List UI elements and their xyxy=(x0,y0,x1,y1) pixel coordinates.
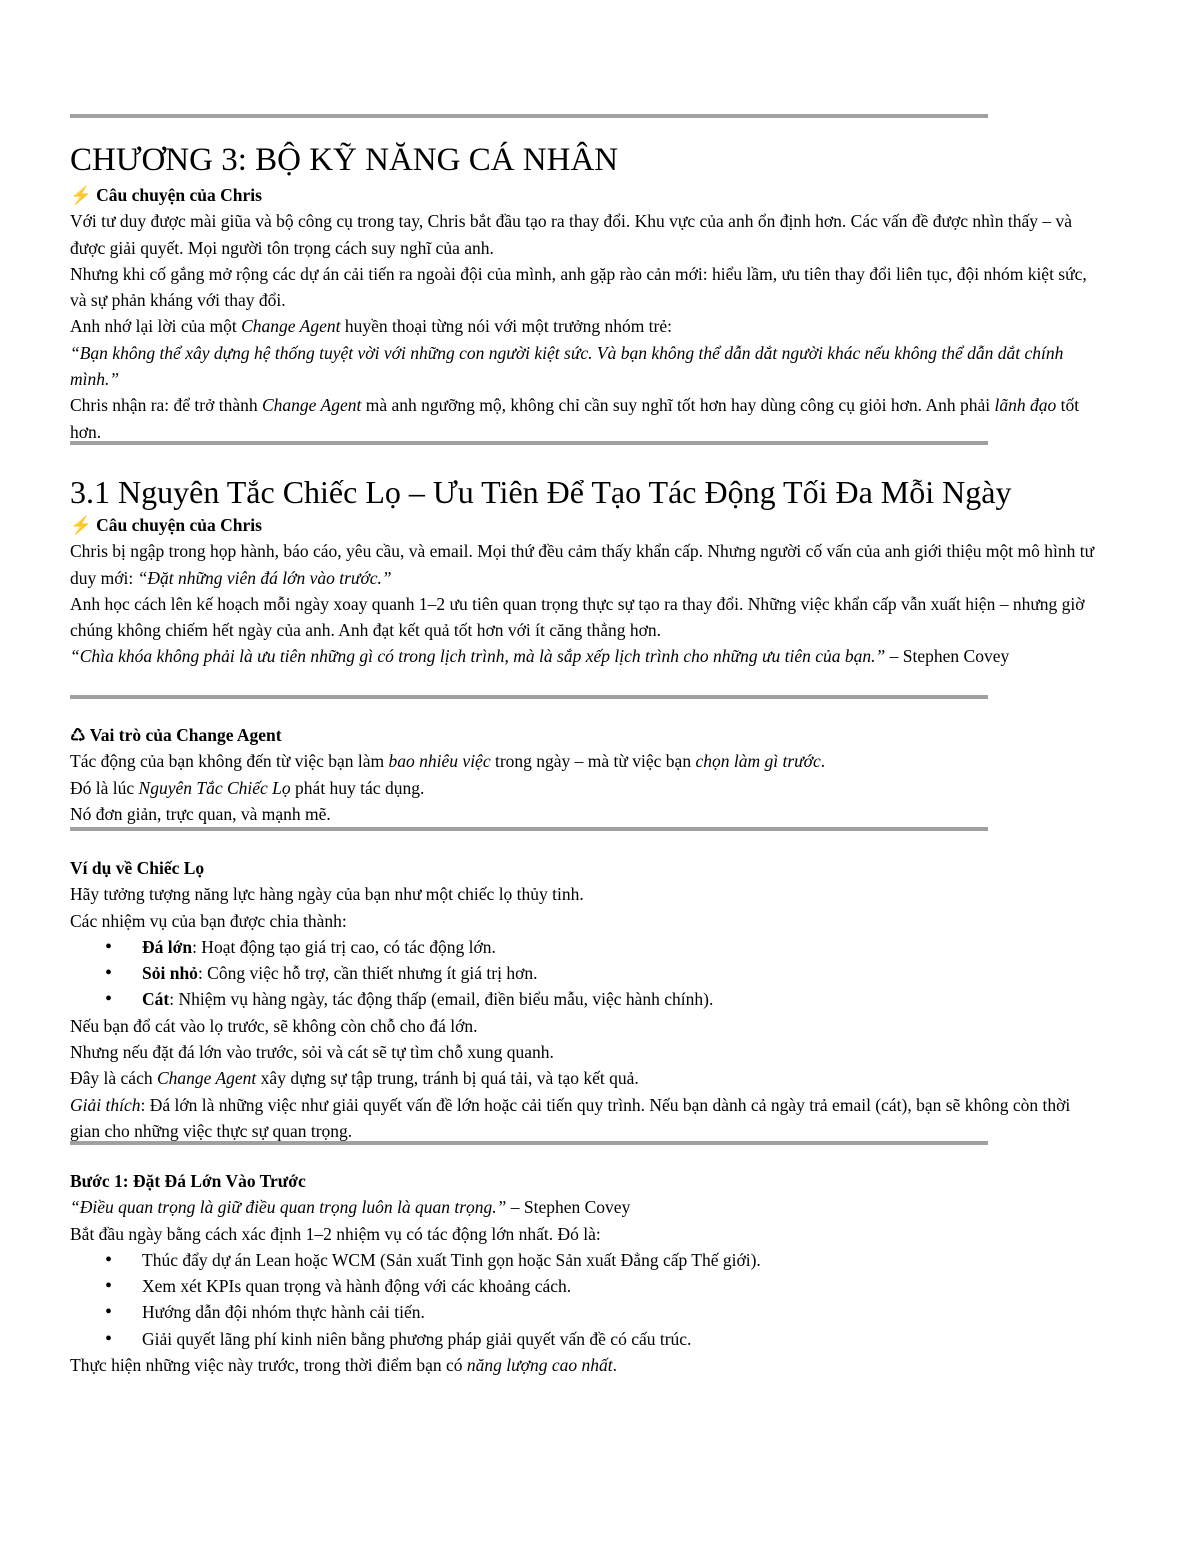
paragraph: Nó đơn giản, trực quan, và mạnh mẽ. xyxy=(70,803,331,824)
jar-block xyxy=(70,855,1100,1144)
paragraph: Nhưng nếu đặt đá lớn vào trước, sỏi và cát sẽ tự tìm chỗ xung quanh. xyxy=(70,1042,554,1063)
section-3-1-block xyxy=(70,472,1100,670)
paragraph: Anh học cách lên kế hoạch mỗi ngày xoay quanh 1–2 ưu tiên quan trọng thực sự tạo ra thay đổi. Những việc khẩn cấp vẫn xuất hiện – nhưng giờ chúng không chiếm hết ngày của anh. Anh đạt kết quả tốt hơn với ít căng thẳng hơn. xyxy=(70,593,1085,641)
story-heading: ⚡ Câu chuyện của Chris xyxy=(70,185,262,205)
paragraph: Đó là lúc Nguyên Tắc Chiếc Lọ phát huy tác dụng. xyxy=(70,777,425,798)
paragraph: Hãy tưởng tượng năng lực hàng ngày của bạn như một chiếc lọ thủy tinh. xyxy=(70,884,584,905)
quote: “Điều quan trọng là giữ điều quan trọng luôn là quan trọng.” – Stephen Covey xyxy=(70,1197,631,1218)
top-rule xyxy=(70,114,988,118)
jar-heading: Ví dụ về Chiếc Lọ xyxy=(70,858,205,878)
paragraph: Tác động của bạn không đến từ việc bạn làm bao nhiêu việc trong ngày – mà từ việc bạn chọn làm gì trước. xyxy=(70,751,826,772)
jar-list xyxy=(70,934,1100,1013)
paragraph: Với tư duy được mài giũa và bộ công cụ trong tay, Chris bắt đầu tạo ra thay đổi. Khu vực của anh ổn định hơn. Các vấn đề được nhìn thấy – và được giải quyết. Mọi người tôn trọng cách suy nghĩ của anh. xyxy=(70,211,1073,258)
list-item: • Hướng dẫn đội nhóm thực hành cải tiến. xyxy=(70,1299,1100,1325)
step1-block xyxy=(70,1168,1100,1378)
section-rule xyxy=(70,827,988,831)
paragraph: Thực hiện những việc này trước, trong thời điểm bạn có năng lượng cao nhất. xyxy=(70,1355,618,1376)
chapter-title: CHƯƠNG 3: BỘ KỸ NĂNG CÁ NHÂN xyxy=(70,142,619,178)
paragraph: Nếu bạn đổ cát vào lọ trước, sẽ không còn chỗ cho đá lớn. xyxy=(70,1015,478,1036)
paragraph: Chris bị ngập trong họp hành, báo cáo, yêu cầu, và email. Mọi thứ đều cảm thấy khẩn cấp. Nhưng người cố vấn của anh giới thiệu một mô hình tư duy mới: “Đặt những viên đá lớn vào trước.” xyxy=(70,541,1095,588)
list-item: • Đá lớn: Hoạt động tạo giá trị cao, có tác động lớn. xyxy=(70,934,1100,960)
list-item: • Thúc đẩy dự án Lean hoặc WCM (Sản xuất Tinh gọn hoặc Sản xuất Đẳng cấp Thế giới). xyxy=(70,1247,1100,1273)
paragraph: Bắt đầu ngày bằng cách xác định 1–2 nhiệm vụ có tác động lớn nhất. Đó là: xyxy=(70,1223,601,1244)
quote: “Chìa khóa không phải là ưu tiên những gì có trong lịch trình, mà là sắp xếp lịch trình cho những ưu tiên của bạn.” – Stephen Covey xyxy=(70,646,1010,667)
list-item: • Cát: Nhiệm vụ hàng ngày, tác động thấp (email, điền biểu mẫu, việc hành chính). xyxy=(70,986,1100,1012)
role-block xyxy=(70,722,1100,827)
section-rule xyxy=(70,695,988,699)
paragraph: Anh nhớ lại lời của một Change Agent huyền thoại từng nói với một trưởng nhóm trẻ: xyxy=(70,316,672,337)
paragraph: Giải thích: Đá lớn là những việc như giải quyết vấn đề lớn hoặc cải tiến quy trình. Nếu bạn dành cả ngày trả email (cát), bạn sẽ không còn thời gian cho những việc thực sự quan trọng. xyxy=(70,1094,1071,1141)
chapter-block xyxy=(70,140,1100,445)
step1-heading: Bước 1: Đặt Đá Lớn Vào Trước xyxy=(70,1171,306,1191)
list-item: • Giải quyết lãng phí kinh niên bằng phương pháp giải quyết vấn đề có cấu trúc. xyxy=(70,1326,1100,1352)
paragraph: Nhưng khi cố gắng mở rộng các dự án cải tiến ra ngoài đội của mình, anh gặp rào cản mới: hiểu lầm, ưu tiên thay đổi liên tục, đội nhóm kiệt sức, và sự phản kháng với thay đổi. xyxy=(70,263,1087,311)
section-title: 3.1 Nguyên Tắc Chiếc Lọ – Ưu Tiên Để Tạo Tác Động Tối Đa Mỗi Ngày xyxy=(70,474,1012,510)
role-heading: ♺ Vai trò của Change Agent xyxy=(70,725,282,745)
story-heading: ⚡ Câu chuyện của Chris xyxy=(70,515,262,535)
paragraph: Các nhiệm vụ của bạn được chia thành: xyxy=(70,910,347,931)
list-item: • Xem xét KPIs quan trọng và hành động với các khoảng cách. xyxy=(70,1273,1100,1299)
quote: “Bạn không thể xây dựng hệ thống tuyệt vời với những con người kiệt sức. Và bạn không thể dẫn dắt người khác nếu không thể dẫn dắt chính mình.” xyxy=(70,342,1064,390)
paragraph: Chris nhận ra: để trở thành Change Agent mà anh ngưỡng mộ, không chỉ cần suy nghĩ tốt hơn hay dùng công cụ giỏi hơn. Anh phải lãnh đạo tốt hơn. xyxy=(70,395,1080,442)
paragraph: Đây là cách Change Agent xây dựng sự tập trung, tránh bị quá tải, và tạo kết quả. xyxy=(70,1068,639,1089)
step1-list xyxy=(70,1247,1100,1352)
list-item: • Sỏi nhỏ: Công việc hỗ trợ, cần thiết nhưng ít giá trị hơn. xyxy=(70,960,1100,986)
